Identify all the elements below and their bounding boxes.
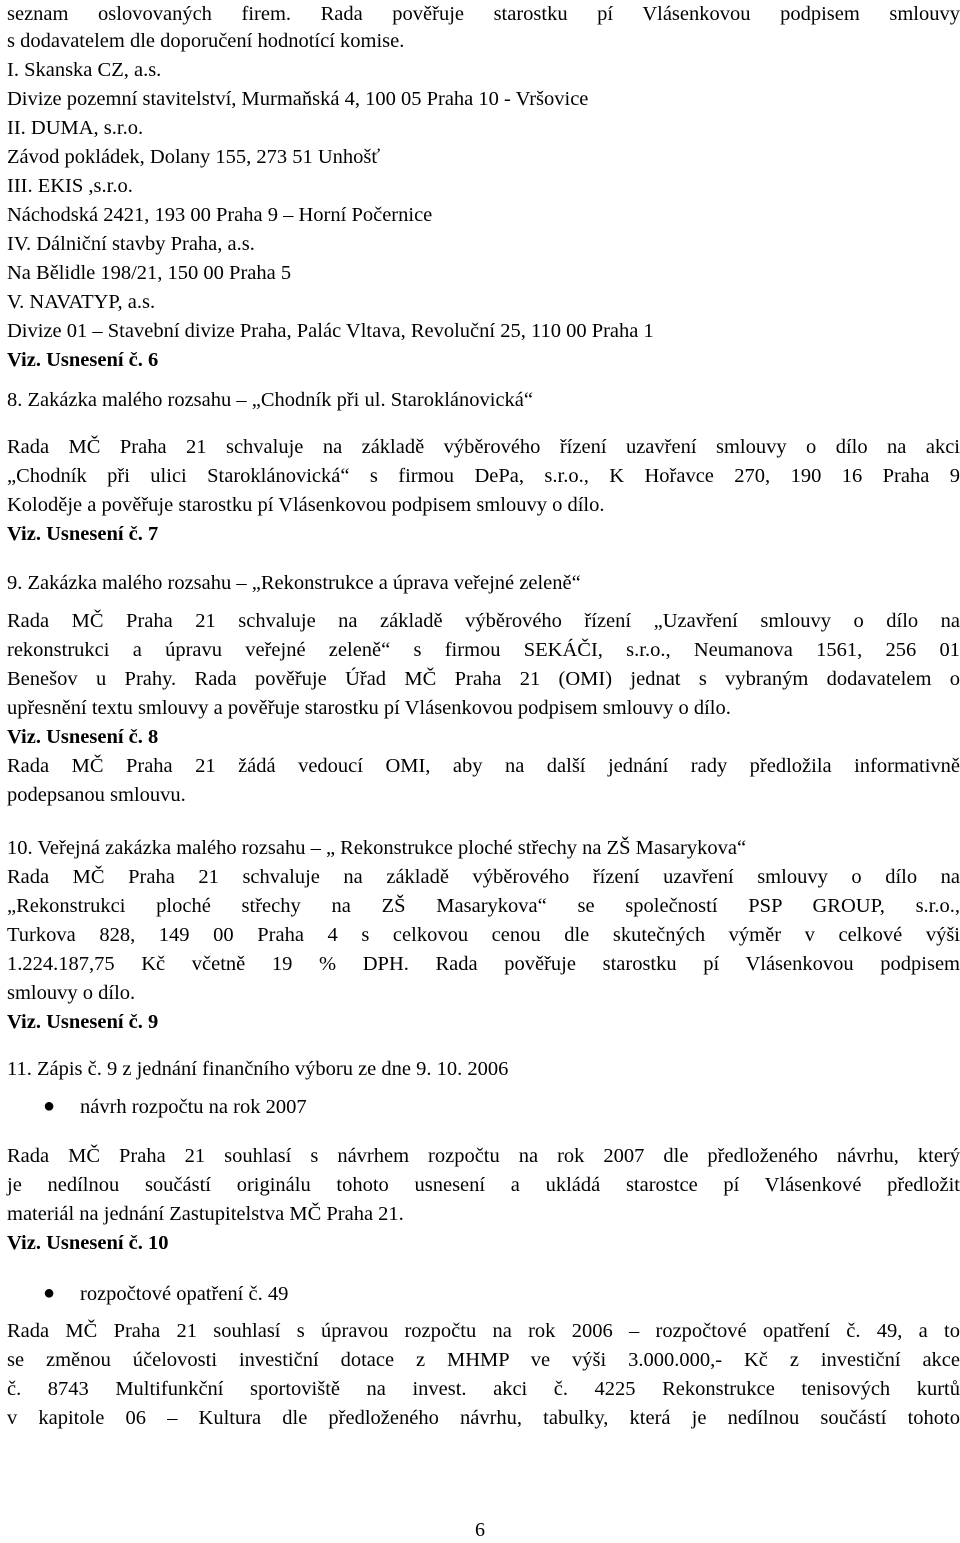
- text-line: III. EKIS ,s.r.o.: [7, 175, 133, 197]
- text-line: Divize 01 – Stavební divize Praha, Palác Vltava, Revoluční 25, 110 00 Praha 1: [7, 320, 654, 342]
- text-line: materiál na jednání Zastupitelstva MČ Praha 21.: [7, 1203, 404, 1225]
- text-line: V. NAVATYP, a.s.: [7, 291, 156, 313]
- text-line: Rada MČ Praha 21 souhlasí s návrhem rozpočtu na rok 2007 dle předloženého návrhu, který: [7, 1145, 960, 1167]
- text-line: 8. Zakázka malého rozsahu – „Chodník při ul. Staroklánovická“: [7, 389, 534, 411]
- text-line: 11. Zápis č. 9 z jednání finančního výboru ze dne 9. 10. 2006: [7, 1058, 509, 1080]
- bullet-icon: ●: [43, 1095, 56, 1117]
- text-line: „Chodník při ulici Staroklánovická“ s firmou DePa, s.r.o., K Hořavce 270, 190 16 Praha 9: [7, 465, 960, 487]
- text-line: Rada MČ Praha 21 schvaluje na základě výběrového řízení uzavření smlouvy o dílo na akci: [7, 436, 960, 458]
- text-line: I. Skanska CZ, a.s.: [7, 59, 162, 81]
- bullet-item-text: návrh rozpočtu na rok 2007: [80, 1096, 307, 1118]
- text-line: v kapitole 06 – Kultura dle předloženého návrhu, tabulky, která je nedílnou součástí tohoto: [7, 1407, 960, 1429]
- text-line: je nedílnou součástí originálu tohoto usnesení a ukládá starostce pí Vlásenkové předložit: [7, 1174, 960, 1196]
- text-line: upřesnění textu smlouvy a pověřuje starostku pí Vlásenkovou podpisem smlouvy o dílo.: [7, 697, 731, 719]
- text-line: Turkova 828, 149 00 Praha 4 s celkovou cenou dle skutečných výměr v celkové výši: [7, 924, 960, 946]
- text-line: Divize pozemní stavitelství, Murmaňská 4, 100 05 Praha 10 - Vršovice: [7, 88, 589, 110]
- resolution-reference: Viz. Usnesení č. 10: [7, 1232, 169, 1254]
- text-line: 9. Zakázka malého rozsahu – „Rekonstrukce a úprava veřejné zeleně“: [7, 572, 581, 594]
- text-line: 1.224.187,75 Kč včetně 19 % DPH. Rada pověřuje starostku pí Vlásenkovou podpisem: [7, 953, 960, 975]
- resolution-reference: Viz. Usnesení č. 9: [7, 1011, 159, 1033]
- resolution-reference: Viz. Usnesení č. 8: [7, 726, 159, 748]
- text-line: rekonstrukci a úpravu veřejné zeleně“ s firmou SEKÁČI, s.r.o., Neumanova 1561, 256 01: [7, 639, 960, 661]
- text-line: s dodavatelem dle doporučení hodnotící komise.: [7, 30, 405, 52]
- page-number: 6: [475, 1519, 485, 1541]
- resolution-reference: Viz. Usnesení č. 6: [7, 349, 159, 371]
- text-line: Na Bělidle 198/21, 150 00 Praha 5: [7, 262, 292, 284]
- text-line: Závod pokládek, Dolany 155, 273 51 Unhošť: [7, 146, 381, 168]
- text-line: č. 8743 Multifunkční sportoviště na invest. akci č. 4225 Rekonstrukce tenisových kurtů: [7, 1378, 960, 1400]
- text-line: „Rekonstrukci ploché střechy na ZŠ Masarykova“ se společností PSP GROUP, s.r.o.,: [7, 895, 960, 917]
- text-line: se změnou účelovosti investiční dotace z MHMP ve výši 3.000.000,- Kč z investiční akce: [7, 1349, 960, 1371]
- text-line: Rada MČ Praha 21 schvaluje na základě výběrového řízení uzavření smlouvy o dílo na: [7, 866, 960, 888]
- text-line: Rada MČ Praha 21 souhlasí s úpravou rozpočtu na rok 2006 – rozpočtové opatření č. 49, a to: [7, 1320, 960, 1342]
- text-line: Koloděje a pověřuje starostku pí Vlásenkovou podpisem smlouvy o dílo.: [7, 494, 605, 516]
- text-line: Náchodská 2421, 193 00 Praha 9 – Horní Počernice: [7, 204, 433, 226]
- text-line: Rada MČ Praha 21 žádá vedoucí OMI, aby na další jednání rady předložila informativně: [7, 755, 960, 777]
- bullet-icon: ●: [43, 1282, 56, 1304]
- bullet-item-text: rozpočtové opatření č. 49: [80, 1283, 289, 1305]
- text-line: seznam oslovovaných firem. Rada pověřuje starostku pí Vlásenkovou podpisem smlouvy: [7, 3, 960, 25]
- text-line: IV. Dálniční stavby Praha, a.s.: [7, 233, 255, 255]
- text-line: 10. Veřejná zakázka malého rozsahu – „ Rekonstrukce ploché střechy na ZŠ Masarykova“: [7, 837, 747, 859]
- text-line: Benešov u Prahy. Rada pověřuje Úřad MČ Praha 21 (OMI) jednat s vybraným dodavatelem o: [7, 668, 960, 690]
- text-line: podepsanou smlouvu.: [7, 784, 186, 806]
- resolution-reference: Viz. Usnesení č. 7: [7, 523, 159, 545]
- text-line: smlouvy o dílo.: [7, 982, 136, 1004]
- text-line: Rada MČ Praha 21 schvaluje na základě výběrového řízení „Uzavření smlouvy o dílo na: [7, 610, 960, 632]
- text-line: II. DUMA, s.r.o.: [7, 117, 144, 139]
